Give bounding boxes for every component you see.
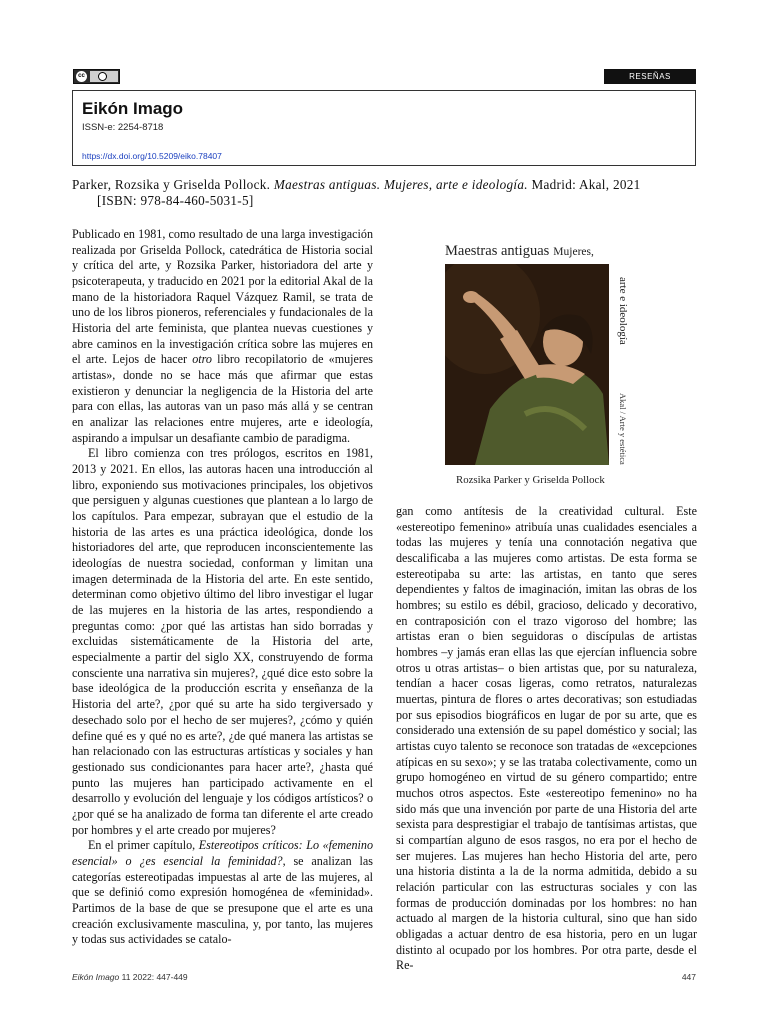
italic-text: otro <box>192 352 212 367</box>
cover-subtitle-vertical: arte e ideología <box>617 277 629 345</box>
cover-subtitle-inline: Mujeres, <box>553 246 594 258</box>
painter-self-portrait-image <box>445 264 609 465</box>
body-column-right <box>396 504 697 974</box>
cover-title <box>445 242 594 260</box>
section-label: RESEÑAS <box>604 69 696 84</box>
cover-title-main: Maestras antiguas <box>445 243 550 259</box>
page-number: 447 <box>681 972 696 982</box>
cover-authors: Rozsika Parker y Griselda Pollock <box>456 474 605 486</box>
body-text: El libro comienza con tres prólogos, escritos en 1981, 2013 y 2021. En ellos, las autoras hacen una introducción al libro, exponiendo sus motivaciones principales, los objetivos que persiguen y algunas cuestiones que plantean a lo largo de los capítulos. Para empezar, subrayan que el estudio de la historia de las artes es una práctica ideológica, donde los historiadores del arte, que reproducen inconscientemente las ideologías de nuestra sociedad, conforman y limitan una imagen determinada de la Historia del arte. En este sentido, determinan como objetivo último del libro investigar el lugar de las mujeres en la historia de las artes, respondiendo a preguntas como: ¿por qué las artistas han sido borradas y excluidas sistemáticamente de la Historia del arte, especialmente a partir del siglo XX, construyendo de forma consciente una narrativa sin mujeres?, ¿qué dice esto sobre la base ideológica de la producción escrita y enseñanza de la Historia del arte?, ¿por qué su arte ha sido tergiversado y desechado solo por el hecho de ser mujeres?, ¿cómo y quién define qué es y qué no es arte?, ¿de qué manera las artistas se han relacionado con las estructuras artísticas y sociales y han gestionado sus condicionantes para hacer arte?, ¿hasta qué punto las mujeres han participado activamente en el desarrollo y evolución del lenguaje y los códigos artísticos? o ¿por qué se ha analizado de forma tan diferente el arte creado por hombres y el arte creado por mujeres? <box>72 446 373 837</box>
citation-book-title: Maestras antiguas. Mujeres, arte e ideología. <box>273 177 528 192</box>
body-text: En el primer capítulo, <box>88 838 199 853</box>
attribution-box <box>90 71 118 82</box>
body-paragraph <box>72 227 373 446</box>
body-paragraph <box>396 504 697 974</box>
footer-journal-name: Eikón Imago <box>72 972 120 982</box>
doi-link[interactable]: https://dx.doi.org/10.5209/eiko.78407 <box>82 151 222 161</box>
footer-issue: 11 2022: 447-449 <box>121 972 188 982</box>
body-text: libro recopilatorio de «mujeres artistas», donde no se hace más que afirmar que estas existieron y denunciar la negligencia de la Historia del arte para con ellas, las autoras van un paso más allá y se centran en analizar las relaciones entre mujeres, arte e ideología, aspirando a impulsar un desafiante cambio de paradigma. <box>72 352 374 445</box>
book-cover <box>445 235 634 490</box>
creative-commons-icon: cc <box>76 71 87 82</box>
body-column-left <box>72 227 373 948</box>
body-paragraph <box>72 446 373 838</box>
footer-citation <box>72 972 188 982</box>
body-text: , se analizan las categorías estereotipadas impuestas al arte de las mujeres, al que se definió como expresión homogénea de «feminidad». Partimos de la base de que se presupone que el arte es una creación exclusivamente masculina, y, por tanto, las mujeres y todas sus actividades se catalo- <box>72 853 373 947</box>
journal-header-box <box>72 90 696 166</box>
citation-isbn: [ISBN: 978-84-460-5031-5] <box>97 193 254 208</box>
citation-authors: Parker, Rozsika y Griselda Pollock. <box>72 177 271 192</box>
body-text: gan como antítesis de la creatividad cultural. Este «estereotipo femenino» atribuía unas cualidades esenciales a todas las mujeres y tenía una connotación negativa que descalificaba a las mujeres como artistas. De esta forma se estereotipaba su arte: las artistas, en tanto que seres dependientes y faltos de imaginación, imitan las obras de los hombres; su estilo es débil, gracioso, delicado y decorativo, en contraposición con el trazo vigoroso del hombre; las artistas eran o bien seguidoras o discípulas de artistas hombres –y jamás eran ellas las que ejercían influencia sobre otros u otras artistas– o bien artistas que, por su naturaleza, tendían a hacer cosas ligeras, como retratos, naturalezas muertas, pintura de flores o artes decorativas; son estudiadas por sus episodios biográficos en lugar de por su arte, que es considerado una extensión de su papel doméstico y social; las artistas cuyo talento se reconoce son tratadas de «excepciones atípicas en su sexo»; y se las trataba colectivamente, como un grupo homogéneo en virtud de su género compartido; entre muchos otros aspectos. Este «estereotipo femenino» no ha sido más que una invención por parte de una Historia del arte sexista para desprestigiar el trabajo de tantísimas artistas, que si compartían alguno de esos rasgos, no era por el hecho de ser mujeres. Las mujeres han hecho Historia del arte, pero una historia distinta a la de la norma admitida, debido a su relación particular con las estructuras sociales y con las formas de producción dominadas por los hombres: no han actuado al margen de la historia cultural, sino que han sido obligadas a actuar dentro de esa historia, pero en un lugar distinto al ocupado por los hombres. Por otra parte, desde el Re- <box>396 504 697 973</box>
cover-series-label: Akal / Arte y estética <box>618 393 628 465</box>
issn-label: ISSN-e: 2254-8718 <box>82 122 164 133</box>
attribution-person-icon <box>98 72 107 81</box>
body-text: Publicado en 1981, como resultado de una larga investigación realizada por Griselda Pollock, catedrática de Historia social y crítica del arte, y Rozsika Parker, historiadora del arte y psicoterapeuta, y traducido en 2021 por la editorial Akal de la mano de la historiadora Raquel Vázquez Ramil, se trata de uno de los libros pioneros, referenciales y fundacionales de la Historia del arte feminista, que plantea nuevas cuestiones y abre caminos en la investigación crítica sobre las mujeres en el arte. Lejos de hacer <box>72 227 373 367</box>
italic-text: Estereotipos críticos: Lo «femenino esencial» o ¿es esencial la feminidad? <box>72 838 373 868</box>
creative-commons-license-badge[interactable] <box>73 69 120 84</box>
citation-publisher: Madrid: Akal, 2021 <box>531 177 641 192</box>
body-paragraph <box>72 838 373 948</box>
book-citation <box>72 177 697 209</box>
journal-title: Eikón Imago <box>82 99 184 118</box>
